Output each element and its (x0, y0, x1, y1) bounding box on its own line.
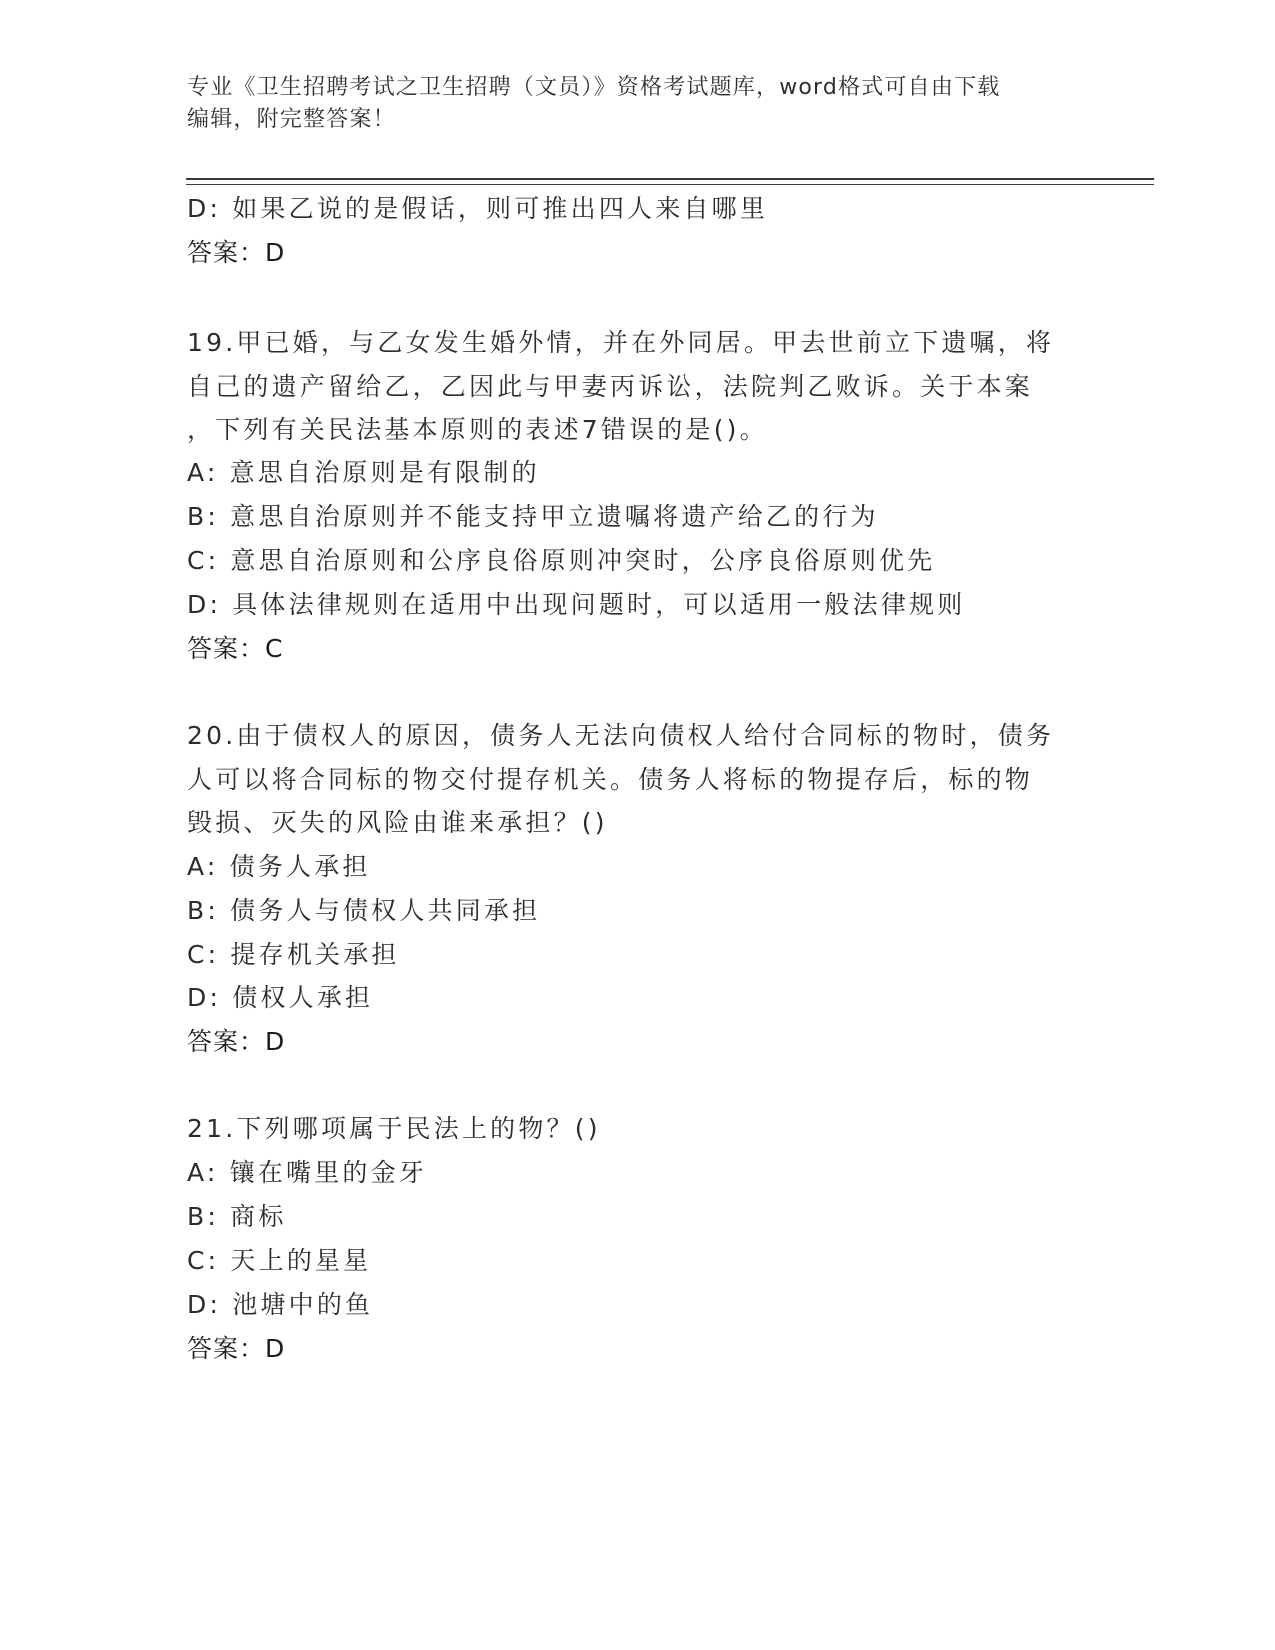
q20-option-b: B: 债务人与债权人共同承担 (187, 896, 541, 925)
header-line-1: 专业《卫生招聘考试之卫生招聘（文员）》资格考试题库，word格式可自由下载 (187, 75, 1001, 100)
q20-text-line-1: 20.由于债权人的原因，债务人无法向债权人给付合同标的物时，债务 (187, 721, 1055, 750)
q19-option-a: A: 意思自治原则是有限制的 (187, 458, 540, 487)
q19-text-line-3: ，下列有关民法基本原则的表述7错误的是()。 (187, 415, 768, 444)
q20-option-a: A: 债务人承担 (187, 852, 371, 881)
q21-text-line-1: 21.下列哪项属于民法上的物？() (187, 1114, 601, 1143)
q21-answer: 答案：D (187, 1334, 286, 1363)
q19-option-c: C: 意思自治原则和公序良俗原则冲突时，公序良俗原则优先 (187, 546, 936, 575)
q20-option-c: C: 提存机关承担 (187, 940, 400, 969)
header-divider-thin (186, 184, 1154, 185)
q19-option-d: D: 具体法律规则在适用中出现问题时，可以适用一般法律规则 (187, 590, 966, 619)
q21-option-b: B: 商标 (187, 1202, 287, 1231)
header-line-2: 编辑，附完整答案！ (187, 107, 396, 132)
prev-answer: 答案：D (187, 238, 286, 267)
prev-option-d: D: 如果乙说的是假话，则可推出四人来自哪里 (187, 194, 769, 223)
q20-option-d: D: 债权人承担 (187, 983, 374, 1012)
q20-text-line-3: 毁损、灭失的风险由谁来承担？() (187, 808, 608, 837)
q19-text-line-1: 19.甲已婚，与乙女发生婚外情，并在外同居。甲去世前立下遗嘱，将 (187, 328, 1055, 357)
document-header (187, 72, 1087, 136)
q20-text-line-2: 人可以将合同标的物交付提存机关。债务人将标的物提存后，标的物 (187, 765, 1034, 794)
q19-answer: 答案：C (187, 634, 284, 663)
q21-option-d: D: 池塘中的鱼 (187, 1290, 374, 1319)
q19-option-b: B: 意思自治原则并不能支持甲立遗嘱将遗产给乙的行为 (187, 502, 879, 531)
q19-text-line-2: 自己的遗产留给乙，乙因此与甲妻丙诉讼，法院判乙败诉。关于本案 (187, 372, 1034, 401)
q20-answer: 答案：D (187, 1027, 286, 1056)
q21-option-c: C: 天上的星星 (187, 1246, 372, 1275)
q21-option-a: A: 镶在嘴里的金牙 (187, 1158, 428, 1187)
header-divider-thick (186, 178, 1154, 180)
